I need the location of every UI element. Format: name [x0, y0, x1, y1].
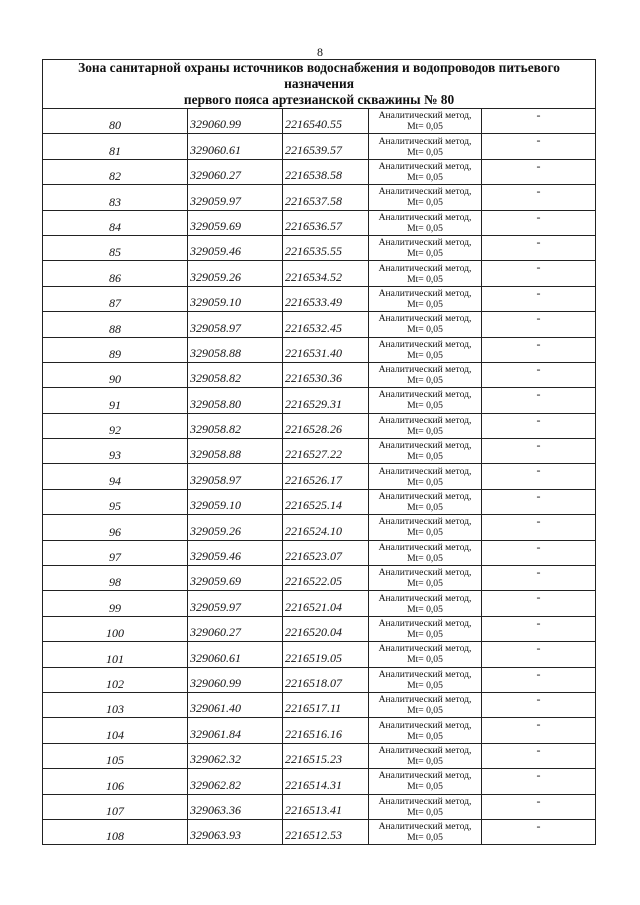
x-coordinate: 329061.84 [188, 718, 283, 743]
method-label: Аналитический метод, [378, 821, 472, 833]
table-row [43, 743, 596, 768]
method-error: Mt= 0,05 [407, 629, 443, 640]
method-cell [369, 692, 482, 717]
x-coordinate: 329059.97 [188, 591, 283, 616]
method-cell [369, 819, 482, 844]
method-label: Аналитический метод, [378, 618, 472, 629]
table-row [43, 515, 596, 540]
x-coordinate: 329060.99 [188, 109, 283, 134]
y-coordinate: 2216535.55 [283, 235, 369, 260]
method-label: Аналитический метод, [378, 643, 472, 655]
method-label: Аналитический метод, [378, 262, 472, 274]
method-cell [369, 134, 482, 159]
method-cell [369, 159, 482, 184]
x-coordinate: 329059.26 [188, 515, 283, 540]
y-coordinate: 2216515.23 [283, 743, 369, 768]
method-label: Аналитический метод, [378, 237, 472, 249]
y-coordinate: 2216526.17 [283, 464, 369, 489]
method-error: Mt= 0,05 [407, 705, 443, 717]
method-error: Mt= 0,05 [407, 400, 443, 412]
method-cell [369, 464, 482, 489]
y-coordinate: 2216518.07 [283, 667, 369, 692]
x-coordinate: 329062.82 [188, 769, 283, 794]
page-number: 8 [317, 45, 323, 59]
table-row [43, 489, 596, 514]
method-cell [369, 743, 482, 768]
x-coordinate: 329060.27 [188, 159, 283, 184]
point-number: 95 [43, 489, 188, 514]
y-coordinate: 2216512.53 [283, 819, 369, 844]
method-label: Аналитический метод, [378, 541, 472, 553]
y-coordinate: 2216538.58 [283, 159, 369, 184]
table-row [43, 464, 596, 489]
method-cell [369, 235, 482, 260]
x-coordinate: 329063.36 [188, 794, 283, 819]
table-row [43, 286, 596, 311]
x-coordinate: 329058.88 [188, 337, 283, 362]
method-error: Mt= 0,05 [407, 222, 443, 234]
point-number: 85 [43, 235, 188, 260]
method-label: Аналитический метод, [378, 491, 472, 503]
method-cell [369, 591, 482, 616]
point-number: 101 [43, 642, 188, 667]
point-number: 88 [43, 312, 188, 337]
method-cell [369, 794, 482, 819]
point-number: 106 [43, 769, 188, 794]
table-row [43, 362, 596, 387]
method-error: Mt= 0,05 [407, 654, 443, 666]
method-error: Mt= 0,05 [407, 679, 443, 691]
table-row [43, 210, 596, 235]
method-error: Mt= 0,05 [407, 248, 443, 260]
method-label: Аналитический метод, [378, 770, 472, 782]
empty-value: - [482, 388, 596, 413]
point-number: 97 [43, 540, 188, 565]
x-coordinate: 329059.10 [188, 489, 283, 514]
table-row [43, 413, 596, 438]
table-row [43, 235, 596, 260]
method-cell [369, 337, 482, 362]
method-label: Аналитический метод, [378, 592, 472, 604]
y-coordinate: 2216540.55 [283, 109, 369, 134]
table-row [43, 159, 596, 184]
point-number: 103 [43, 692, 188, 717]
y-coordinate: 2216514.31 [283, 769, 369, 794]
x-coordinate: 329059.69 [188, 566, 283, 591]
table-row [43, 109, 596, 134]
empty-value: - [482, 312, 596, 337]
method-error: Mt= 0,05 [407, 755, 443, 767]
y-coordinate: 2216531.40 [283, 337, 369, 362]
point-number: 92 [43, 413, 188, 438]
x-coordinate: 329060.61 [188, 642, 283, 667]
y-coordinate: 2216523.07 [283, 540, 369, 565]
table-row [43, 261, 596, 286]
x-coordinate: 329063.93 [188, 819, 283, 844]
table-title-line-2: первого пояса артезианской скважины № 80 [183, 92, 455, 107]
table-row [43, 388, 596, 413]
x-coordinate: 329059.46 [188, 540, 283, 565]
empty-value: - [482, 235, 596, 260]
table-row [43, 819, 596, 844]
method-error: Mt= 0,05 [407, 375, 443, 387]
point-number: 82 [43, 159, 188, 184]
empty-value: - [482, 464, 596, 489]
method-error: Mt= 0,05 [407, 451, 443, 463]
table-row [43, 591, 596, 616]
table-title [43, 60, 596, 109]
y-coordinate: 2216524.10 [283, 515, 369, 540]
point-number: 108 [43, 819, 188, 844]
y-coordinate: 2216534.52 [283, 261, 369, 286]
y-coordinate: 2216521.04 [283, 591, 369, 616]
point-number: 107 [43, 794, 188, 819]
point-number: 93 [43, 439, 188, 464]
y-coordinate: 2216530.36 [283, 362, 369, 387]
method-cell [369, 286, 482, 311]
y-coordinate: 2216522.05 [283, 566, 369, 591]
point-number: 84 [43, 210, 188, 235]
table-row [43, 642, 596, 667]
method-label: Аналитический метод, [378, 211, 472, 223]
y-coordinate: 2216525.14 [283, 489, 369, 514]
point-number: 104 [43, 718, 188, 743]
empty-value: - [482, 718, 596, 743]
method-error: Mt= 0,05 [407, 273, 443, 285]
empty-value: - [482, 667, 596, 692]
empty-value: - [482, 819, 596, 844]
table-title-line-1: Зона санитарной охраны источников водоснабжения и водопроводов питьевого назначения [78, 60, 560, 91]
x-coordinate: 329062.32 [188, 743, 283, 768]
method-label: Аналитический метод, [378, 389, 472, 401]
method-error: Mt= 0,05 [407, 730, 443, 742]
method-label: Аналитический метод, [378, 135, 472, 147]
table-row [43, 185, 596, 210]
x-coordinate: 329059.10 [188, 286, 283, 311]
method-label: Аналитический метод, [378, 795, 472, 807]
x-coordinate: 329061.40 [188, 692, 283, 717]
method-label: Аналитический метод, [378, 110, 472, 122]
table-row [43, 312, 596, 337]
method-error: Mt= 0,05 [407, 527, 443, 539]
x-coordinate: 329060.61 [188, 134, 283, 159]
point-number: 80 [43, 109, 188, 134]
x-coordinate: 329060.27 [188, 616, 283, 641]
empty-value: - [482, 642, 596, 667]
method-cell [369, 109, 482, 134]
method-error: Mt= 0,05 [407, 502, 443, 514]
method-cell [369, 566, 482, 591]
method-label: Аналитический метод, [378, 287, 472, 299]
table-row [43, 692, 596, 717]
method-error: Mt= 0,05 [407, 298, 443, 310]
empty-value: - [482, 591, 596, 616]
empty-value: - [482, 159, 596, 184]
method-label: Аналитический метод, [378, 694, 472, 706]
method-label: Аналитический метод, [378, 567, 472, 579]
method-label: Аналитический метод, [378, 516, 472, 528]
method-cell [369, 616, 482, 641]
y-coordinate: 2216529.31 [283, 388, 369, 413]
method-label: Аналитический метод, [378, 440, 472, 452]
method-error: Mt= 0,05 [407, 197, 443, 209]
point-number: 90 [43, 362, 188, 387]
x-coordinate: 329059.97 [188, 185, 283, 210]
method-error: Mt= 0,05 [407, 552, 443, 564]
table-row [43, 718, 596, 743]
empty-value: - [482, 210, 596, 235]
x-coordinate: 329058.97 [188, 312, 283, 337]
x-coordinate: 329058.82 [188, 413, 283, 438]
y-coordinate: 2216517.11 [283, 692, 369, 717]
y-coordinate: 2216528.26 [283, 413, 369, 438]
method-cell [369, 362, 482, 387]
table-row [43, 616, 596, 641]
method-error: Mt= 0,05 [407, 603, 443, 615]
point-number: 105 [43, 743, 188, 768]
coordinates-table [42, 59, 596, 845]
empty-value: - [482, 566, 596, 591]
table-body [43, 60, 596, 845]
y-coordinate: 2216513.41 [283, 794, 369, 819]
method-cell [369, 515, 482, 540]
empty-value: - [482, 439, 596, 464]
method-cell [369, 312, 482, 337]
empty-value: - [482, 743, 596, 768]
method-error: Mt= 0,05 [407, 806, 443, 818]
empty-value: - [482, 769, 596, 794]
method-cell [369, 489, 482, 514]
method-cell [369, 439, 482, 464]
empty-value: - [482, 540, 596, 565]
point-number: 102 [43, 667, 188, 692]
y-coordinate: 2216519.05 [283, 642, 369, 667]
empty-value: - [482, 134, 596, 159]
y-coordinate: 2216536.57 [283, 210, 369, 235]
method-error: Mt= 0,05 [407, 425, 443, 437]
method-label: Аналитический метод, [378, 186, 472, 198]
method-cell [369, 388, 482, 413]
method-error: Mt= 0,05 [407, 121, 443, 133]
x-coordinate: 329059.26 [188, 261, 283, 286]
point-number: 86 [43, 261, 188, 286]
method-cell [369, 769, 482, 794]
empty-value: - [482, 489, 596, 514]
method-label: Аналитический метод, [378, 414, 472, 426]
table-row [43, 439, 596, 464]
empty-value: - [482, 515, 596, 540]
point-number: 100 [43, 616, 188, 641]
empty-value: - [482, 261, 596, 286]
empty-value: - [482, 794, 596, 819]
method-cell [369, 261, 482, 286]
x-coordinate: 329060.99 [188, 667, 283, 692]
y-coordinate: 2216527.22 [283, 439, 369, 464]
empty-value: - [482, 185, 596, 210]
method-error: Mt= 0,05 [407, 171, 443, 183]
x-coordinate: 329059.69 [188, 210, 283, 235]
y-coordinate: 2216539.57 [283, 134, 369, 159]
method-label: Аналитический метод, [378, 719, 472, 731]
empty-value: - [482, 616, 596, 641]
method-cell [369, 413, 482, 438]
point-number: 94 [43, 464, 188, 489]
method-cell [369, 642, 482, 667]
method-cell [369, 210, 482, 235]
method-error: Mt= 0,05 [407, 832, 443, 844]
point-number: 87 [43, 286, 188, 311]
method-label: Аналитический метод, [378, 668, 472, 680]
x-coordinate: 329058.82 [188, 362, 283, 387]
table-row [43, 337, 596, 362]
point-number: 81 [43, 134, 188, 159]
point-number: 96 [43, 515, 188, 540]
y-coordinate: 2216532.45 [283, 312, 369, 337]
method-label: Аналитический метод, [378, 465, 472, 477]
x-coordinate: 329058.80 [188, 388, 283, 413]
table-row [43, 769, 596, 794]
empty-value: - [482, 413, 596, 438]
point-number: 98 [43, 566, 188, 591]
y-coordinate: 2216516.16 [283, 718, 369, 743]
method-label: Аналитический метод, [378, 338, 472, 350]
method-cell [369, 718, 482, 743]
empty-value: - [482, 362, 596, 387]
method-error: Mt= 0,05 [407, 781, 443, 793]
method-error: Mt= 0,05 [407, 578, 443, 590]
y-coordinate: 2216537.58 [283, 185, 369, 210]
x-coordinate: 329058.88 [188, 439, 283, 464]
method-cell [369, 185, 482, 210]
method-label: Аналитический метод, [378, 364, 472, 376]
method-cell [369, 540, 482, 565]
x-coordinate: 329058.97 [188, 464, 283, 489]
y-coordinate: 2216533.49 [283, 286, 369, 311]
point-number: 91 [43, 388, 188, 413]
y-coordinate: 2216520.04 [283, 616, 369, 641]
point-number: 99 [43, 591, 188, 616]
method-label: Аналитический метод, [378, 313, 472, 325]
empty-value: - [482, 337, 596, 362]
table-row [43, 540, 596, 565]
empty-value: - [482, 286, 596, 311]
point-number: 83 [43, 185, 188, 210]
empty-value: - [482, 109, 596, 134]
table-row [43, 667, 596, 692]
method-error: Mt= 0,05 [407, 324, 443, 336]
table-row [43, 134, 596, 159]
table-title-row [43, 60, 596, 109]
method-cell [369, 667, 482, 692]
point-number: 89 [43, 337, 188, 362]
method-error: Mt= 0,05 [407, 146, 443, 158]
empty-value: - [482, 692, 596, 717]
method-label: Аналитический метод, [378, 744, 472, 756]
method-label: Аналитический метод, [378, 160, 472, 172]
x-coordinate: 329059.46 [188, 235, 283, 260]
table-row [43, 566, 596, 591]
method-error: Mt= 0,05 [407, 349, 443, 361]
method-error: Mt= 0,05 [407, 476, 443, 488]
table-row [43, 794, 596, 819]
